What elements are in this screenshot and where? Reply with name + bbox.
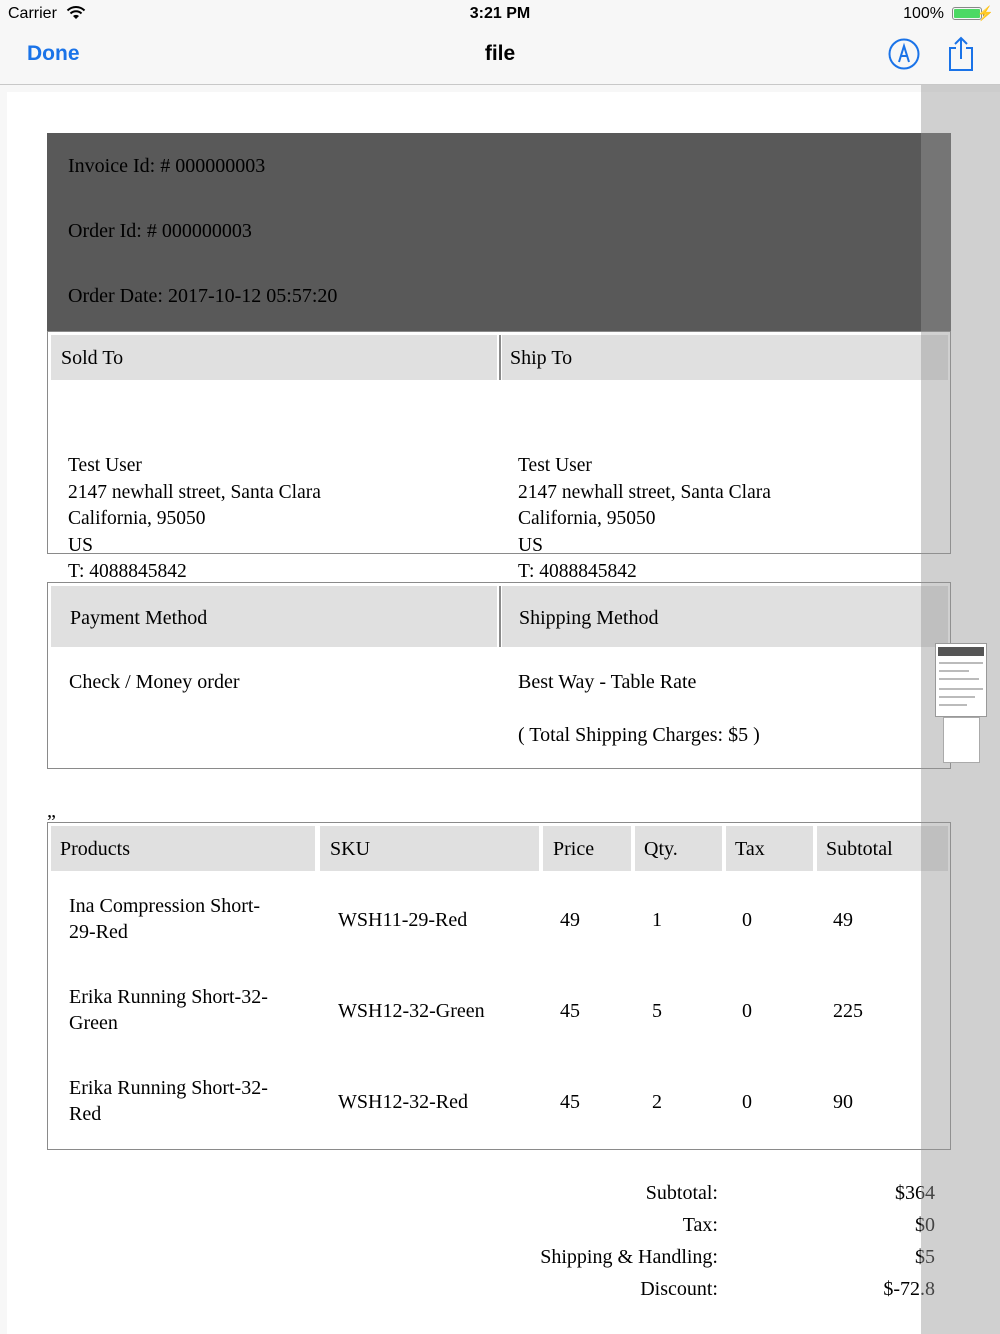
- column-header-tax: Tax: [735, 838, 765, 860]
- product-sku: WSH11-29-Red: [338, 909, 468, 931]
- tax-value: $0: [915, 1214, 935, 1236]
- product-name: Erika Running Short-32- Green: [69, 986, 268, 1034]
- shipping-handling-label: Shipping & Handling:: [540, 1246, 718, 1268]
- product-price: 45: [560, 1000, 580, 1022]
- product-tax: 0: [742, 909, 752, 931]
- subtotal-value: $364: [895, 1182, 935, 1204]
- order-id: Order Id: # 000000003: [68, 220, 252, 242]
- page-thumbnail-2[interactable]: [943, 717, 980, 763]
- order-date: Order Date: 2017-10-12 05:57:20: [68, 285, 338, 307]
- discount-value: $-72.8: [883, 1278, 935, 1300]
- markup-pen-icon[interactable]: [888, 38, 920, 70]
- tax-label: Tax:: [682, 1214, 718, 1236]
- charging-icon: ⚡: [976, 5, 994, 21]
- document-title: file: [484, 42, 516, 65]
- payment-method-header: Payment Method: [51, 586, 497, 647]
- payment-method-value: Check / Money order: [69, 671, 240, 693]
- product-qty: 5: [652, 1000, 662, 1022]
- shipping-method-value: Best Way - Table Rate: [518, 671, 697, 693]
- product-subtotal: 49: [833, 909, 853, 931]
- invoice-header: [47, 133, 951, 331]
- clock: 3:21 PM: [469, 5, 531, 22]
- ship-to-header: Ship To: [502, 335, 948, 380]
- product-tax: 0: [742, 1000, 752, 1022]
- product-name: Ina Compression Short- 29-Red: [69, 895, 261, 943]
- battery-percent: 100%: [903, 5, 944, 22]
- column-header-qty: Qty.: [644, 838, 678, 860]
- column-header-sku: SKU: [330, 838, 371, 860]
- product-price: 49: [560, 909, 580, 931]
- status-bar: [0, 0, 1000, 28]
- column-header-products: Products: [60, 838, 130, 860]
- methods-table: [47, 582, 951, 769]
- column-header-price: Price: [553, 838, 595, 860]
- products-table: [47, 822, 951, 1150]
- address-table: [47, 331, 951, 582]
- product-price: 45: [560, 1091, 580, 1113]
- carrier-label: Carrier: [8, 5, 57, 22]
- product-subtotal: 225: [833, 1000, 863, 1022]
- sold-to-header: Sold To: [51, 335, 497, 380]
- product-qty: 2: [652, 1091, 662, 1113]
- shipping-handling-value: $5: [915, 1246, 935, 1268]
- product-sku: WSH12-32-Red: [338, 1091, 468, 1113]
- column-header-subtotal: Subtotal: [826, 838, 893, 860]
- navigation-bar: [0, 28, 1000, 85]
- subtotal-label: Subtotal:: [645, 1182, 718, 1204]
- discount-label: Discount:: [640, 1278, 718, 1300]
- sold-to-address: Test User 2147 newhall street, Santa Clara California, 95050 US T: 4088845842: [68, 455, 321, 582]
- page-thumbnail-1[interactable]: [935, 643, 987, 717]
- share-icon[interactable]: [946, 36, 976, 72]
- stray-mark: „: [47, 800, 56, 822]
- product-qty: 1: [652, 909, 662, 931]
- product-tax: 0: [742, 1091, 752, 1113]
- invoice-id: Invoice Id: # 000000003: [68, 155, 266, 177]
- product-sku: WSH12-32-Green: [338, 1000, 485, 1022]
- product-name: Erika Running Short-32- Red: [69, 1077, 268, 1125]
- shipping-charges: ( Total Shipping Charges: $5 ): [518, 724, 760, 746]
- done-button[interactable]: Done: [27, 42, 80, 65]
- product-subtotal: 90: [833, 1091, 853, 1113]
- shipping-method-header: Shipping Method: [502, 586, 948, 647]
- ship-to-address: Test User 2147 newhall street, Santa Clara California, 95050 US T: 4088845842: [518, 455, 771, 582]
